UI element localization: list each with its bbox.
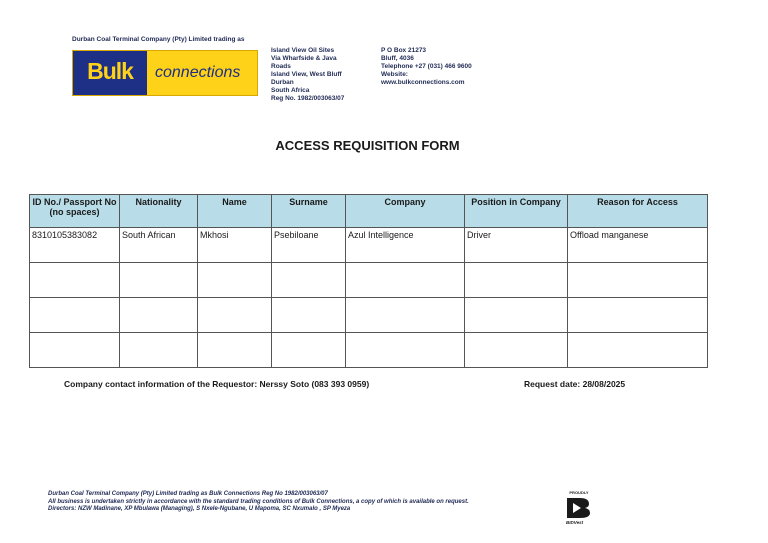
- cell-surname[interactable]: [272, 298, 346, 333]
- col-header-nationality: Nationality: [120, 195, 198, 228]
- company-address: Island View Oil Sites Via Wharfside & Java Roads Island View, West Bluff Durban South Africa Reg No. 1982/003063/07: [271, 47, 345, 102]
- cell-nationality[interactable]: South African: [120, 228, 198, 263]
- access-requisition-table: [29, 194, 708, 368]
- logo-mark: Bulk: [87, 58, 133, 84]
- cell-name[interactable]: Mkhosi: [198, 228, 272, 263]
- cell-company[interactable]: Azul Intelligence: [346, 228, 465, 263]
- trading-as-text: Durban Coal Terminal Company (Pty) Limited trading as: [72, 36, 245, 43]
- col-header-name: Name: [198, 195, 272, 228]
- logo-wordmark: connections: [155, 64, 241, 81]
- request-date: [524, 379, 625, 389]
- cell-surname[interactable]: [272, 333, 346, 368]
- bidvest-logo: [564, 490, 604, 528]
- bulk-connections-logo: [72, 50, 258, 96]
- table-row: [30, 228, 708, 263]
- cell-id[interactable]: [30, 263, 120, 298]
- cell-company[interactable]: [346, 333, 465, 368]
- col-header-position: Position in Company: [465, 195, 568, 228]
- cell-id[interactable]: 8310105383082: [30, 228, 120, 263]
- cell-position[interactable]: [465, 298, 568, 333]
- cell-company[interactable]: [346, 298, 465, 333]
- requestor-contact-label: Company contact information of the Requestor:: [64, 379, 258, 389]
- table-row: [30, 263, 708, 298]
- cell-reason[interactable]: [568, 263, 708, 298]
- cell-surname[interactable]: Psebiloane: [272, 228, 346, 263]
- requestor-contact-value[interactable]: Nerssy Soto (083 393 0959): [259, 379, 370, 389]
- cell-nationality[interactable]: [120, 333, 198, 368]
- col-header-surname: Surname: [272, 195, 346, 228]
- cell-name[interactable]: [198, 333, 272, 368]
- cell-company[interactable]: [346, 263, 465, 298]
- cell-reason[interactable]: Offload manganese: [568, 228, 708, 263]
- cell-reason[interactable]: [568, 298, 708, 333]
- col-header-company: Company: [346, 195, 465, 228]
- cell-position[interactable]: [465, 263, 568, 298]
- col-header-reason: Reason for Access: [568, 195, 708, 228]
- cell-reason[interactable]: [568, 333, 708, 368]
- bidvest-name-text: BIDVest: [566, 520, 584, 525]
- table-header-row: [30, 195, 708, 228]
- cell-name[interactable]: [198, 263, 272, 298]
- request-date-value[interactable]: 28/08/2025: [582, 379, 626, 389]
- bidvest-b-icon: [564, 497, 594, 519]
- cell-id[interactable]: [30, 298, 120, 333]
- table-row: [30, 298, 708, 333]
- table-row: [30, 333, 708, 368]
- bidvest-proudly-text: PROUDLY: [569, 490, 589, 495]
- cell-nationality[interactable]: [120, 298, 198, 333]
- cell-surname[interactable]: [272, 263, 346, 298]
- cell-nationality[interactable]: [120, 263, 198, 298]
- company-contact: P O Box 21273 Bluff, 4036 Telephone +27 (031) 466 9600 Website: www.bulkconnections.com: [381, 47, 472, 86]
- cell-name[interactable]: [198, 298, 272, 333]
- cell-position[interactable]: Driver: [465, 228, 568, 263]
- requestor-contact: [64, 379, 369, 389]
- col-header-id: ID No./ Passport No (no spaces): [30, 195, 120, 228]
- cell-id[interactable]: [30, 333, 120, 368]
- form-title: ACCESS REQUISITION FORM: [275, 138, 460, 153]
- footer-legal-text: Durban Coal Terminal Company (Pty) Limited trading as Bulk Connections Reg No 1982/003063/07 All business is undertaken strictly in accordance with the standard trading conditions of Bulk Connections, a copy of which is available on request. Directors: NZW Madinane, XP Mbulawa (Managing), S Nxele-Ngubane, U Mapoma, SC Nxumalo , SP Myeza: [48, 491, 469, 512]
- cell-position[interactable]: [465, 333, 568, 368]
- request-date-label: Request date:: [524, 379, 581, 389]
